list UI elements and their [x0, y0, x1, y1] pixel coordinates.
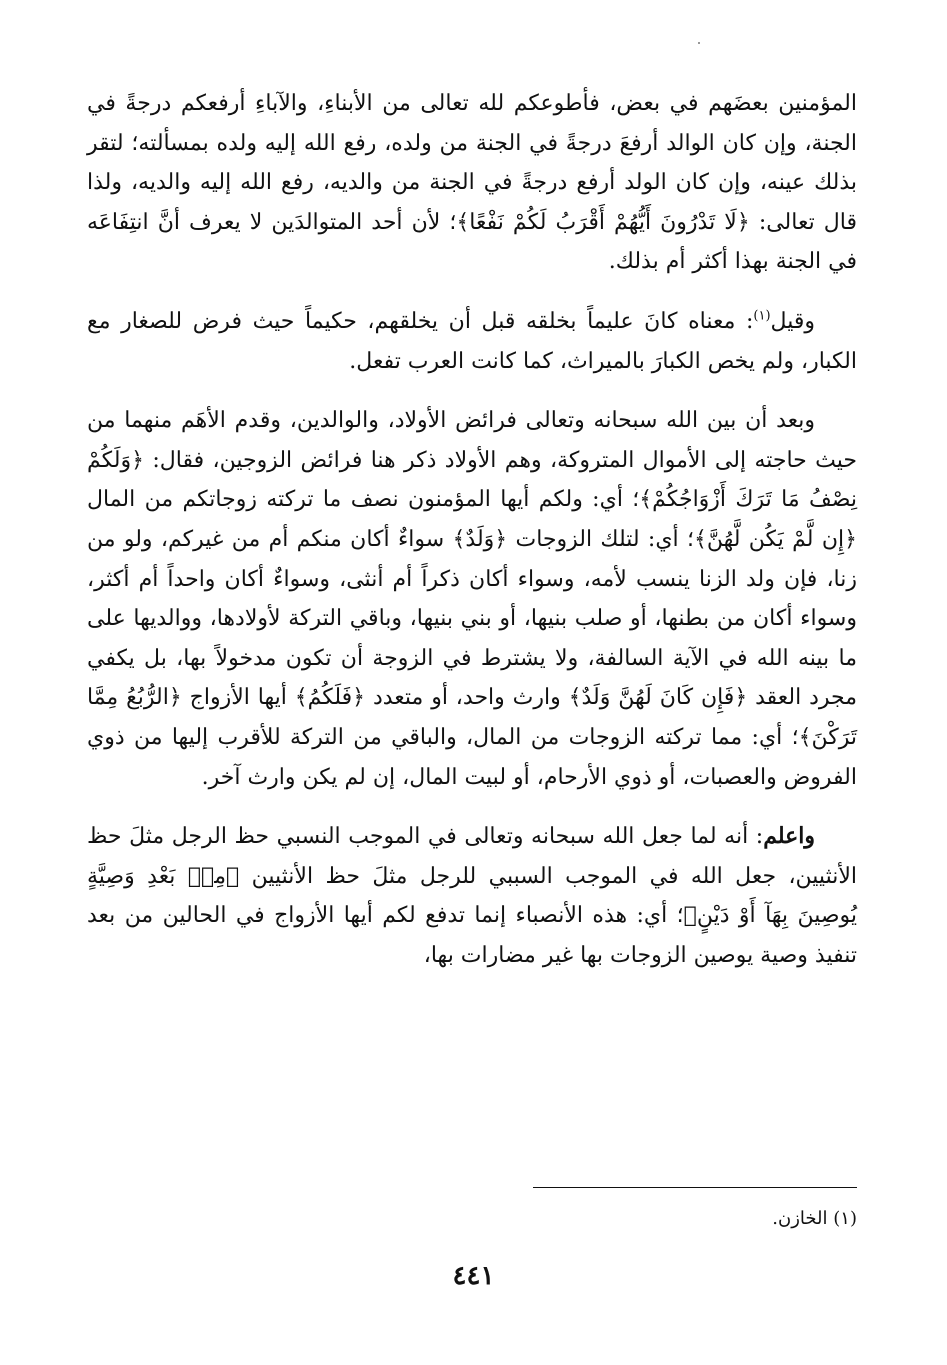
footnote-number: (١) — [833, 1208, 857, 1229]
page-number: ٤٤١ — [452, 1261, 495, 1291]
scan-speck — [698, 42, 700, 44]
paragraph-4 — [87, 817, 857, 975]
paragraph-1: المؤمنين بعضَهم في بعض، فأطوعكم لله تعالى من الأبناءِ، والآباءِ أرفعكم درجةً في الجنة، وإن كان الوالد أرفعَ درجةً في الجنة من ولده، رفع الله إليه ولده بمسألته؛ لتقر بذلك عينه، وإن كان الولد أرفع درجةً في الجنة من والديه، رفع الله إليه والديه، ولذا قال تعالى: ﴿لَا تَدْرُونَ أَيُّهُمْ أَقْرَبُ لَكُمْ نَفْعًا﴾؛ لأن أحد المتوالدَين لا يعرف أنَّ انتِفَاعَه في الجنة بهذا أكثر أم بذلك. — [87, 91, 857, 275]
page-body — [87, 84, 857, 995]
paragraph-4-text: : أنه لما جعل الله سبحانه وتعالى في الموجب النسبي حظ الرجل مثلَ حظ الأنثيين، جعل الله في الموجب السببي للرجل مثلَ حظ الأنثيين ﴿مِنۢ بَعْدِ وَصِيَّةٍ يُوصِينَ بِهَآ أَوْ دَيْنٍ﴾؛ أي: هذه الأنصباء إنما تدفع لكم أيها الأزواج في الحالين من بعد تنفيذ وصية يوصين الزوجات بها غير مضارات بها، — [87, 824, 857, 968]
paragraph-2-text: : معناه كانَ عليماً بخلقه قبل أن يخلقهم، حكيماً حيث فرض للصغار مع الكبار، ولم يخص الكبارَ بالميراث، كما كانت العرب تفعل. — [87, 308, 857, 374]
footnote-text: الخازن. — [772, 1208, 828, 1229]
footnote-divider — [533, 1187, 857, 1188]
paragraph-4-lead: واعلم — [763, 823, 815, 850]
paragraph-2 — [87, 302, 857, 381]
paragraph-3: وبعد أن بين الله سبحانه وتعالى فرائض الأولاد، والوالدين، وقدم الأهَم منهما من حيث حاجته إلى الأموال المتروكة، وهم الأولاد ذكر هنا فرائض الزوجين، فقال: ﴿وَلَكُمْ نِصْفُ مَا تَرَكَ أَزْوَاجُكُمْ﴾؛ أي: ولكم أيها المؤمنون نصف ما تركته زوجاتكم من المال ﴿إِن لَّمْ يَكُن لَّهُنَّ﴾؛ أي: لتلك الزوجات ﴿وَلَدٌ﴾ سواءٌ أكان منكم أم من غيركم، ولو من زنا، فإن ولد الزنا ينسب لأمه، وسواء أكان ذكراً أم أنثى، وسواءٌ أكان واحداً أم أكثر، وسواء أكان من بطنها، أو صلب بنيها، أو بني بنيها، وباقي التركة لأولادها، ووالديها على ما بينه الله في الآية السالفة، ولا يشترط في الزوجة أن تكون مدخولاً بها، بل يكفي مجرد العقد ﴿فَإِن كَانَ لَهُنَّ وَلَدٌ﴾ وارث واحد، أو متعدد ﴿فَلَكُمُ﴾ أيها الأزواج ﴿الرُّبُعُ مِمَّا تَرَكْنَ﴾؛ أي: مما تركته الزوجات من المال، والباقي من التركة للأقرب إليها من ذوي الفروض والعصبات، أو ذوي الأرحام، أو لبيت المال، إن لم يكن وارث آخر. — [87, 408, 857, 790]
footnote — [772, 1208, 857, 1229]
paragraph-2-lead: وقيل — [770, 308, 815, 334]
footnote-ref-1[interactable]: (١) — [753, 308, 771, 324]
